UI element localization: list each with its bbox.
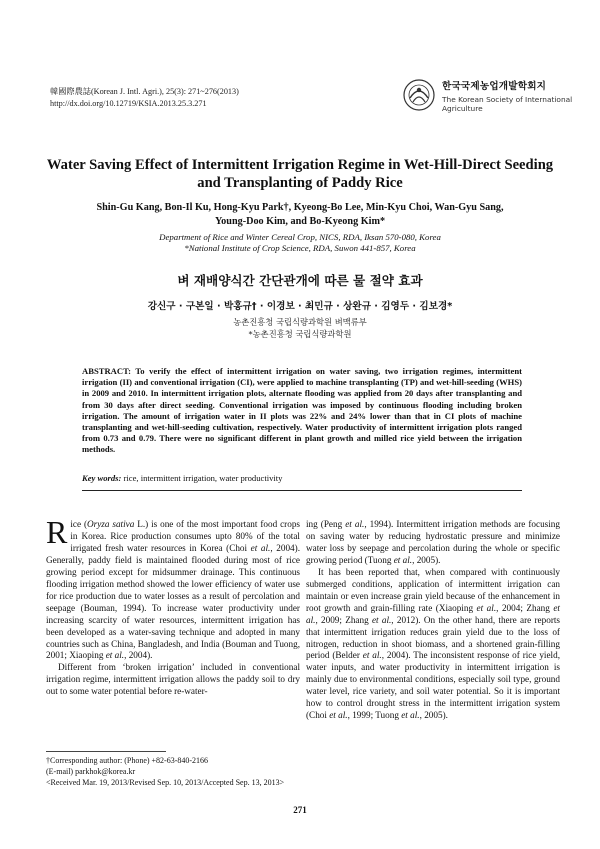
journal-citation: 韓國際農誌(Korean J. Intl. Agri.), 25(3): 271~276(2013) (50, 87, 239, 96)
doi-link[interactable]: http://dx.doi.org/10.12719/KSIA.2013.25.3.271 (50, 99, 207, 108)
author-list: Shin-Gu Kang, Bon-Il Ku, Hong-Kyu Park†, Kyeong-Bo Lee, Min-Kyu Choi, Wan-Gyu Sang, Young-Doo Kim, and Bo-Kyeong Kim* (96, 202, 504, 227)
author-email[interactable]: (E-mail) parkhok@korea.kr (46, 767, 136, 776)
affiliations: Department of Rice and Winter Cereal Crop, NICS, RDA, Iksan 570-080, Korea *National Institute of Crop Science, RDA, Suwon 441-857, Korea (159, 232, 441, 253)
society-name-korean: 한국국제농업개발학회지 (442, 81, 547, 92)
body-column-left (46, 514, 300, 698)
footnote (46, 755, 306, 788)
footnote-divider (46, 751, 166, 752)
drop-cap: R (46, 514, 68, 550)
society-emblem-icon (402, 78, 436, 112)
keywords (82, 473, 522, 483)
paragraph: It has been reported that, when compared with continuously submerged conditions, application of intermittent irrigation can maintain or even increase grain yield because of the enhancement in root growth and grain-filling rate (Xiaoping et al., 2004; Zhang et al., 2009; Zhang et al., 2012). On the other hand, there are reports that intermittent irrigation reduces grain yield due to the loss of nitrogen, reduction in shoot biomass, and a shortened grain-filling period (Belder et al., 2004). The inconsistent response of rice yield, water inputs, and water productivity in intermittent irrigation is mainly due to environmental conditions, especially soil type, ground water level, rice variety, and soil water potential. So it is important how to control drought stress in the intermittent irrigation system (Choi et al., 1999; Tuong et al., 2005). (306, 566, 561, 721)
paragraph: Different from ‘broken irrigation’ included in conventional irrigation regime, intermittent irrigation allows the paddy soil to dry out to some water potential before re-water- (46, 662, 300, 697)
corresponding-author: †Corresponding author: (Phone) +82-63-840-2166 (46, 756, 209, 765)
journal-header (50, 86, 239, 110)
paragraph: ing (Peng et al., 1994). Intermittent irrigation methods are focusing on saving water by reducing hydrostatic pressure and minimize water loss by seepage and percolation during the whole or specific growing period (Tuong et al., 2005). (306, 519, 560, 565)
society-name-english: The Korean Society of International Agriculture (442, 95, 573, 113)
paragraph: Rice (Oryza sativa L.) is one of the most important food crops in Korea. Rice production consumes upto 80% of the total irrigated fresh water resources in Korea (Choi et al., 2004). Generally, paddy field is maintained flooded during most of rice growing period except for midsummer drainage. This continuous flooding irrigation method showed the lower efficiency of water use for rice production due to water losses as a result of percolation and seepage (Bouman, 1994). To increase water productivity under increasing scarcity of water resources, intermittent irrigation has been developed as a water-saving technique and adopted in many countries such as China, Bangladesh, and India (Bouman and Tuong, 2001; Xiaoping et al., 2004). (46, 514, 300, 661)
abstract: ABSTRACT: To verify the effect of intermittent irrigation on water saving, two irrigation regimes, intermittent irrigation (II) and conventional irrigation (CI), were applied to machine transplanting (TP) and wet-hill-seeding (WHS) in 2009 and 2010. In intermittent irrigation plots, alternate flooding was applied from 20 days after transplanting and from 30 days after direct seeding. Conventional irrigation was imposed by continuous flooding including broken irrigation. The amount of irrigation water in II plots was 22% and 24% lower than that in CI plots of machine transplanting and wet-hill-seeding cultivation, respectively. Water productivity of intermittent irrigation plots ranged from 0.73 and 0.79. There were no significant different in plant growth and milled rice yield between the irrigation methods. (82, 366, 522, 455)
korean-title: 벼 재배양식간 간단관개에 따른 물 절약 효과 (177, 273, 423, 288)
paper-title: Water Saving Effect of Intermittent Irrigation Regime in Wet-Hill-Direct Seeding and Transplanting of Paddy Rice (46, 157, 554, 191)
keywords-label: Key words: (82, 473, 122, 483)
received-dates: <Received Mar. 19, 2013/Revised Sep. 10, 2013/Accepted Sep. 13, 2013> (46, 778, 285, 787)
korean-authors: 강신구 · 구본일 · 박홍규† · 이경보 · 최민규 · 상완규 · 김영두 · 김보경* (147, 301, 453, 312)
korean-affiliations: 농촌진흥청 국립식량과학원 벼맥류부 *농촌진흥청 국립식량과학원 (233, 317, 367, 339)
keywords-text: rice, intermittent irrigation, water productivity (121, 473, 283, 483)
body-column-right (306, 519, 560, 722)
section-divider (82, 490, 522, 491)
society-logo (402, 76, 573, 120)
page-number: 271 (293, 805, 307, 815)
society-name (442, 78, 572, 113)
